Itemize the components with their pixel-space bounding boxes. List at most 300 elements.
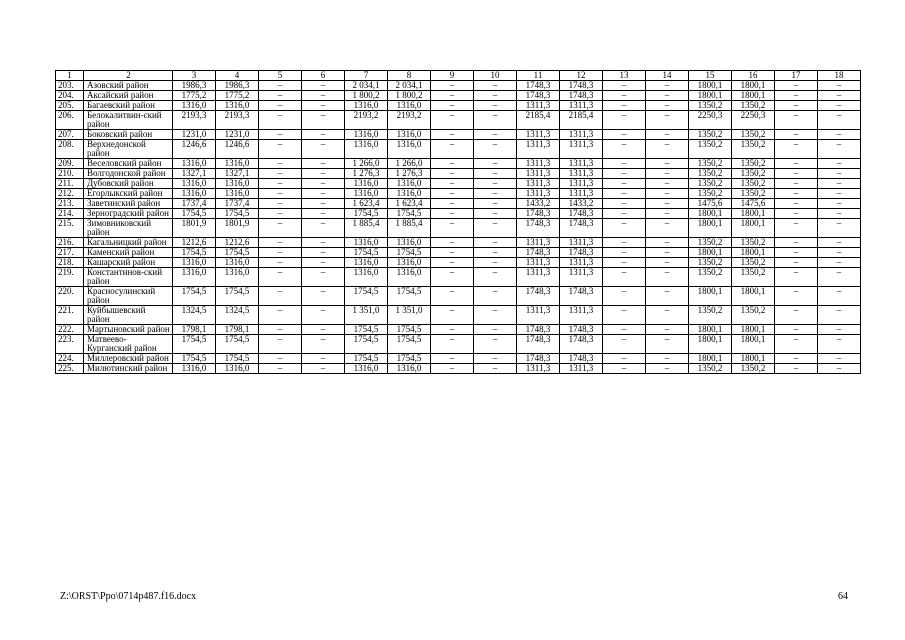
table-cell: 218. [56,258,84,268]
table-cell: 1350,2 [732,258,775,268]
table-cell: 2 034,1 [388,81,431,91]
table-cell: – [775,91,818,101]
table-cell: 1316,0 [345,238,388,248]
table-cell: 1316,0 [173,258,216,268]
table-cell: – [818,130,861,140]
table-cell: – [775,287,818,306]
table-cell: 1316,0 [388,364,431,374]
table-row [56,140,861,159]
table-cell: 1316,0 [345,179,388,189]
table-cell: – [603,91,646,101]
table-cell: 1316,0 [388,258,431,268]
table-cell: 1316,0 [173,179,216,189]
table-cell: – [259,189,302,199]
table-cell: Мартыновский район [84,325,173,335]
table-cell: 1748,3 [517,335,560,354]
table-cell: 1801,9 [173,219,216,238]
table-cell: 1800,1 [732,91,775,101]
table-cell: 1754,5 [388,335,431,354]
table-cell: 1316,0 [388,268,431,287]
table-cell: 1316,0 [216,101,259,111]
table-cell: 2185,4 [517,111,560,130]
table-cell: – [259,248,302,258]
table-cell: 1475,6 [689,199,732,209]
table-cell: 222. [56,325,84,335]
table-cell: 1231,0 [173,130,216,140]
table-cell: – [474,306,517,325]
table-cell: – [259,238,302,248]
table-cell: 1316,0 [216,179,259,189]
table-cell: – [818,258,861,268]
table-cell: 1350,2 [732,238,775,248]
table-cell: – [603,364,646,374]
table-cell: Миллеровский район [84,354,173,364]
table-cell: Егорлыкский район [84,189,173,199]
table-row [56,219,861,238]
table-cell: – [603,258,646,268]
table-cell: – [302,306,345,325]
table-cell: 1754,5 [388,248,431,258]
table-cell: – [646,354,689,364]
table-cell: 1316,0 [345,101,388,111]
table-cell: 1800,1 [689,325,732,335]
table-cell: – [603,111,646,130]
table-cell: – [431,354,474,364]
table-cell: 1 266,0 [388,159,431,169]
table-cell: – [431,189,474,199]
table-row [56,159,861,169]
table-cell: 1800,1 [732,248,775,258]
table-cell: – [431,130,474,140]
table-header-row [56,71,861,81]
table-cell: 1800,1 [732,81,775,91]
table-cell: 1311,3 [560,101,603,111]
table-cell: 1311,3 [517,169,560,179]
table-cell: – [302,81,345,91]
table-cell: 1316,0 [216,258,259,268]
table-cell: Каменский район [84,248,173,258]
table-cell: – [474,91,517,101]
table-cell: – [775,209,818,219]
table-cell: 1 276,3 [388,169,431,179]
table-cell: – [646,306,689,325]
table-cell: – [646,364,689,374]
table-cell: 221. [56,306,84,325]
table-cell: – [302,335,345,354]
table-cell: 1324,5 [216,306,259,325]
table-cell: 1798,1 [173,325,216,335]
table-row [56,335,861,354]
table-cell: 1350,2 [689,130,732,140]
table-cell: 5 [259,71,302,81]
table-cell: 1311,3 [560,179,603,189]
table-cell: – [775,258,818,268]
table-cell: 1350,2 [732,159,775,169]
table-cell: 2193,3 [216,111,259,130]
table-cell: – [646,199,689,209]
table-cell: 214. [56,209,84,219]
table-cell: – [259,287,302,306]
table-cell: 2 034,1 [345,81,388,91]
table-cell: – [259,111,302,130]
table-cell: 1 800,2 [388,91,431,101]
table-cell: 1311,3 [560,159,603,169]
table-cell: 1 800,2 [345,91,388,101]
table-cell: – [775,111,818,130]
table-cell: 1311,3 [517,306,560,325]
table-cell: 1748,3 [517,209,560,219]
table-cell: Азовский район [84,81,173,91]
table-cell: – [646,91,689,101]
table-cell: Красносулинский район [84,287,173,306]
table-cell: – [646,189,689,199]
table-cell: 1475,6 [732,199,775,209]
table-cell: 1754,5 [173,335,216,354]
table-cell: 211. [56,179,84,189]
table-cell: – [818,111,861,130]
table-cell: – [818,81,861,91]
table-cell: – [818,159,861,169]
table-cell: – [818,169,861,179]
table-cell: – [302,248,345,258]
table-cell: 1316,0 [345,189,388,199]
table-cell: 1986,3 [216,81,259,91]
table-cell: 1754,5 [216,287,259,306]
table-cell: – [302,179,345,189]
table-cell: – [474,169,517,179]
table-row [56,209,861,219]
table-cell: 1350,2 [732,268,775,287]
table-cell: 18 [818,71,861,81]
table-cell: – [259,140,302,159]
table-row [56,189,861,199]
table-cell: 1754,5 [388,209,431,219]
table-cell: – [259,91,302,101]
table-cell: – [818,91,861,101]
table-cell: – [302,140,345,159]
table-cell: 1754,5 [345,209,388,219]
table-cell: – [646,169,689,179]
table-cell: – [474,325,517,335]
table-cell: 1311,3 [517,140,560,159]
table-cell: – [302,238,345,248]
table-cell: 1246,6 [216,140,259,159]
table-cell: – [646,238,689,248]
table-cell: 1246,6 [173,140,216,159]
table-cell: – [646,101,689,111]
table-cell: 1 266,0 [345,159,388,169]
table-cell: 1231,0 [216,130,259,140]
table-cell: 1 623,4 [388,199,431,209]
table-cell: 11 [517,71,560,81]
table-cell: – [474,130,517,140]
table-cell: 1316,0 [388,238,431,248]
table-cell: 1986,3 [173,81,216,91]
table-cell: 2185,4 [560,111,603,130]
table-cell: – [818,189,861,199]
table-cell: 1311,3 [517,238,560,248]
table-cell: 1754,5 [216,354,259,364]
table-cell: 7 [345,71,388,81]
table-cell: – [775,101,818,111]
table-cell: 1754,5 [173,287,216,306]
table-cell: 13 [603,71,646,81]
table-cell: – [775,159,818,169]
table-cell: – [775,130,818,140]
table-cell: – [818,101,861,111]
table-cell: Матвеево-Курганский район [84,335,173,354]
table-cell: 1350,2 [689,101,732,111]
table-cell: 1748,3 [517,325,560,335]
table-cell: 1433,2 [560,199,603,209]
table-cell: 1316,0 [216,268,259,287]
table-cell: 1754,5 [216,248,259,258]
table-cell: – [775,238,818,248]
table-row [56,325,861,335]
table-cell: 1350,2 [689,179,732,189]
table-cell: Милютинский район [84,364,173,374]
table-cell: – [259,209,302,219]
table-cell: 1311,3 [517,364,560,374]
table-cell: – [646,258,689,268]
table-cell: 1316,0 [345,258,388,268]
table-cell: – [302,111,345,130]
table-cell: – [259,325,302,335]
table-cell: – [431,81,474,91]
table-cell: 1316,0 [388,140,431,159]
table-cell: 1311,3 [560,189,603,199]
table-cell: 1748,3 [560,81,603,91]
table-cell: – [646,248,689,258]
table-cell: – [431,101,474,111]
table-cell: 207. [56,130,84,140]
table-cell: 1800,1 [689,219,732,238]
table-cell: – [259,354,302,364]
table-cell: 1316,0 [388,189,431,199]
table-cell: 1801,9 [216,219,259,238]
table-cell: 14 [646,71,689,81]
table-cell: – [259,306,302,325]
table-cell: 219. [56,268,84,287]
table-cell: 2193,2 [388,111,431,130]
table-cell: – [431,335,474,354]
table-cell: 1800,1 [689,209,732,219]
table-cell: – [646,325,689,335]
table-cell: – [775,199,818,209]
table-cell: 1350,2 [689,268,732,287]
table-cell: 1800,1 [732,287,775,306]
table-cell: – [302,354,345,364]
table-cell: 1748,3 [560,248,603,258]
table-cell: – [259,81,302,91]
table-cell: 1748,3 [517,248,560,258]
table-cell: – [775,364,818,374]
table-cell: – [302,219,345,238]
table-cell: – [818,306,861,325]
table-cell: 223. [56,335,84,354]
table-row [56,111,861,130]
table-cell: Зерноградский район [84,209,173,219]
table-cell: 1748,3 [517,287,560,306]
table-cell: 1754,5 [345,325,388,335]
table-row [56,199,861,209]
table-cell: – [259,179,302,189]
table-cell: 210. [56,169,84,179]
table-cell: 1316,0 [388,130,431,140]
table-cell: – [474,219,517,238]
table-cell: 1324,5 [173,306,216,325]
table-cell: – [474,159,517,169]
table-cell: 1754,5 [345,287,388,306]
table-cell: – [818,199,861,209]
table-cell: 1 [56,71,84,81]
table-cell: – [775,169,818,179]
table-cell: 215. [56,219,84,238]
table-cell: 1311,3 [517,179,560,189]
table-cell: – [302,325,345,335]
table-cell: 1316,0 [388,179,431,189]
table-cell: – [259,364,302,374]
table-cell: 1316,0 [216,189,259,199]
table-cell: – [603,81,646,91]
table-cell: – [818,287,861,306]
table-cell: 1800,1 [732,354,775,364]
table-cell: 1748,3 [517,219,560,238]
table-cell: – [775,325,818,335]
table-cell: Белокалитвин-ский район [84,111,173,130]
table-cell: 1 276,3 [345,169,388,179]
table-row [56,169,861,179]
table-row [56,248,861,258]
table-cell: 1316,0 [345,140,388,159]
table-cell: – [775,248,818,258]
table-cell: – [775,306,818,325]
table-cell: 224. [56,354,84,364]
table-cell: – [603,268,646,287]
table-row [56,364,861,374]
table-cell: 1311,3 [560,268,603,287]
table-cell: – [302,209,345,219]
table-cell: 1737,4 [216,199,259,209]
table-cell: – [474,335,517,354]
table-cell: 1748,3 [560,219,603,238]
table-row [56,287,861,306]
table-cell: – [302,364,345,374]
table-cell: – [302,101,345,111]
footer-file-path: Z:\ORST\Ppo\0714p487.f16.docx [60,591,197,602]
table-cell: 1327,1 [173,169,216,179]
table-cell: – [775,219,818,238]
table-cell: 1775,2 [216,91,259,101]
table-cell: 10 [474,71,517,81]
table-cell: 1737,4 [173,199,216,209]
table-cell: 1754,5 [345,335,388,354]
table-cell: – [603,287,646,306]
table-cell: – [302,159,345,169]
table-cell: 8 [388,71,431,81]
table-cell: – [818,248,861,258]
table-cell: – [431,199,474,209]
table-cell: – [775,179,818,189]
table-cell: 1775,2 [173,91,216,101]
table-cell: 2250,3 [732,111,775,130]
table-cell: – [259,101,302,111]
table-cell: – [775,81,818,91]
table-cell: 1311,3 [560,306,603,325]
table-cell: – [818,325,861,335]
table-cell: – [431,238,474,248]
table-cell: – [474,248,517,258]
table-cell: – [431,268,474,287]
table-cell: – [818,209,861,219]
table-cell: – [474,111,517,130]
table-cell: 1 623,4 [345,199,388,209]
data-table [55,70,861,374]
table-cell: Куйбышевский район [84,306,173,325]
table-cell: 1311,3 [517,159,560,169]
table-cell: 1350,2 [689,189,732,199]
table-cell: – [474,354,517,364]
table-cell: – [302,199,345,209]
table-cell: 1316,0 [216,159,259,169]
table-cell: Верхнедонской район [84,140,173,159]
table-cell: – [775,189,818,199]
table-cell: – [646,140,689,159]
table-cell: 1316,0 [388,101,431,111]
table-cell: Дубовский район [84,179,173,189]
table-cell: 1350,2 [689,140,732,159]
table-cell: – [646,335,689,354]
table-cell: – [302,189,345,199]
table-cell: 1754,5 [388,287,431,306]
table-cell: – [603,159,646,169]
table-cell: 1748,3 [517,91,560,101]
table-cell: Боковский район [84,130,173,140]
table-cell: 16 [732,71,775,81]
table-cell: 4 [216,71,259,81]
table-cell: – [431,111,474,130]
table-cell: – [818,364,861,374]
table-cell: 217. [56,248,84,258]
table-cell: – [775,335,818,354]
table-cell: 1754,5 [388,325,431,335]
table-cell: – [603,248,646,258]
table-cell: – [646,287,689,306]
table-row [56,268,861,287]
table-cell: 1433,2 [517,199,560,209]
table-cell: 209. [56,159,84,169]
table-cell: – [603,101,646,111]
table-cell: 1748,3 [560,325,603,335]
table-cell: – [603,238,646,248]
page-number: 64 [838,591,848,602]
table-cell: – [474,238,517,248]
table-cell: 1754,5 [216,209,259,219]
table-cell: – [474,287,517,306]
table-cell: 1311,3 [560,169,603,179]
table-cell: 1311,3 [560,258,603,268]
table-cell: – [259,159,302,169]
table-cell: 2250,3 [689,111,732,130]
table-cell: – [818,140,861,159]
table-cell: Волгодонской район [84,169,173,179]
table-row [56,101,861,111]
table-cell: 1212,6 [173,238,216,248]
table-cell: – [259,335,302,354]
table-cell: 1754,5 [173,248,216,258]
table-cell: – [302,169,345,179]
table-cell: 1800,1 [689,81,732,91]
